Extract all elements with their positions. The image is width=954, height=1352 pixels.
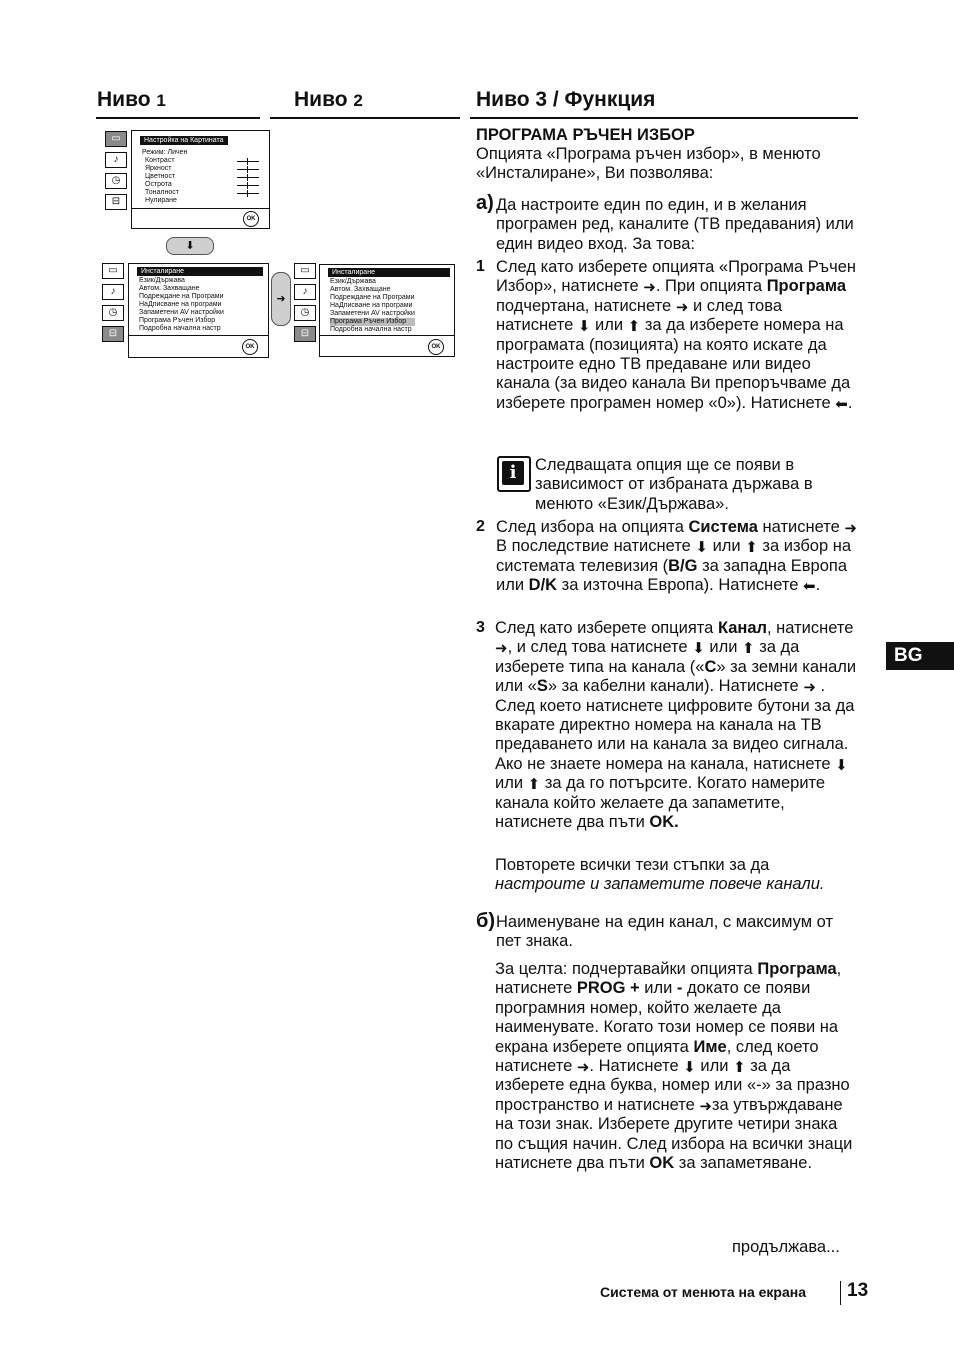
screen3-title: Инсталиране (328, 268, 450, 277)
item-b-letter: б) (476, 910, 496, 932)
up-arrow-icon: ⬆ (527, 776, 541, 794)
screen1-row: Нулиране (145, 197, 177, 204)
level1-number: 1 (156, 91, 166, 110)
step2-part: натиснете (762, 518, 840, 536)
step2-text: След избора на опцията Система натиснете ➜В последствие натиснете ⬇ или ⬆ за избор на системата телевизия (B/G за западна Европа или D/K за източна Европа). Натиснете ⬅. (496, 518, 857, 596)
repeat-note (495, 856, 857, 895)
right-arrow-icon: ➜ (844, 520, 857, 537)
screen1-divider (132, 208, 269, 209)
b2-part: или (644, 979, 673, 998)
step1-part: подчертана, натиснете (496, 296, 672, 315)
color-slider (237, 177, 259, 178)
down-arrow-icon: ⬇ (683, 1059, 696, 1077)
step3-part: » за кабелни канали). Натиснете (547, 677, 799, 696)
step3-part: , натиснете (767, 619, 854, 637)
step2-part: за източна Европа). Натиснете (561, 576, 799, 595)
b2-part: , натиснете (495, 960, 842, 998)
b2-part: за да изберете една буква, номер или «-» за празно пространство и натиснете (495, 1057, 850, 1114)
b2-part: За целта: подчертавайки опцията (495, 960, 753, 978)
toolbox-icon: ⊟ (294, 326, 316, 342)
step3-part: , и след това натиснете (507, 638, 688, 657)
screen1-row: Острота (145, 181, 172, 188)
level2-heading (294, 88, 363, 112)
screen2-divider (129, 335, 268, 336)
screen3-row: Подробна начална настр (330, 326, 412, 333)
step2-part: След избора на опцията (496, 518, 684, 536)
screen2-row: Подробна начална настр (139, 325, 221, 332)
screen2-title: Инсталиране (137, 267, 263, 276)
toolbox-icon: ⊟ (102, 326, 124, 342)
level1-label: Ниво (97, 88, 151, 111)
screen3-row: Подреждане на Програми (330, 294, 415, 301)
right-arrow-icon: ➜ (576, 1059, 590, 1077)
step1-bold: Програма (766, 277, 846, 296)
step1-part: и след това натиснете (496, 296, 782, 335)
menu-icons-1 (105, 131, 129, 215)
step3-part: или (709, 638, 738, 657)
right-arrow-icon: ➜ (699, 1097, 712, 1115)
screen3-row: НаДписване на програми (330, 302, 413, 309)
screen2-row: Подреждане на Програми (139, 293, 224, 300)
ok-button-icon: OK (242, 339, 258, 355)
step3-text (495, 619, 857, 832)
screen1-row: Тоналност (145, 189, 179, 196)
b2-bold: - (676, 979, 683, 998)
b2-part: за запаметяване. (678, 1154, 813, 1173)
down-arrow-icon: ⬇ (692, 640, 705, 658)
screen2-rows (139, 277, 224, 333)
right-arrow-icon: ➜ (643, 279, 656, 297)
header-rule-3 (470, 117, 858, 119)
language-tab: BG (886, 642, 954, 670)
footer-section: Система от менюта на екрана (600, 1284, 807, 1300)
screen1-row: Режим: Личен (142, 149, 188, 156)
level1-heading (97, 88, 166, 112)
step2-bold: B/G (668, 556, 698, 575)
info-icon: i (497, 456, 531, 492)
level2-label: Ниво (294, 88, 348, 111)
header-rule-1 (96, 117, 260, 119)
level3-heading: Ниво 3 / Функция (476, 88, 656, 111)
item-a-letter: а) (476, 192, 494, 214)
page-number: 13 (847, 1280, 869, 1301)
step2-part: за западна Европа или (496, 556, 847, 595)
step1-text: След като изберете опцията «Програма Ръчен Избор», натиснете ➜. При опцията Програма подчертана, натиснете ➜ и след това натиснете ⬇ или ⬆ за да изберете номера на програмата (позицията) на която искате да настроите едно ТВ предаване или видео канала (за видео канала Ви препоръчваме да изберете програмен номер «0»). Натиснете ⬅. (496, 258, 856, 413)
item-a-text: Да настроите един по един, и в желания програмен ред, каналите (ТВ предавания) или един видео вход. За това: (496, 196, 854, 253)
step3-bold: S (536, 677, 548, 696)
item-b-text: Наименуване на един канал, с максимум от пет знака. (496, 913, 834, 951)
b2-part: Натиснете (598, 1057, 679, 1076)
step2-bold: D/K (528, 576, 558, 595)
step1-part: или (595, 316, 624, 335)
hue-slider (237, 193, 259, 194)
b2-bold: OK (649, 1154, 675, 1173)
info-note: Следващата опция ще се появи в зависимост от избраната държава в менюто «Език/Държава». (535, 456, 813, 513)
menu-icons-3 (294, 263, 318, 347)
clock-icon: ◷ (102, 305, 124, 321)
level2-number: 2 (353, 91, 363, 110)
continues-note: продължава... (732, 1238, 840, 1256)
screen3-rows (330, 278, 415, 334)
step2-part: за избор на системата телевизия ( (496, 537, 852, 575)
right-arrow-icon: ➜ (675, 298, 689, 316)
screen3-row: Запаметени AV настройки (330, 310, 415, 317)
screen3-divider (320, 335, 454, 336)
step1-number: 1 (476, 258, 485, 275)
screen1-row: Контраст (145, 157, 175, 164)
screen1-rows (142, 149, 187, 205)
repeat-part: Повторете всички тези стъпки за да (495, 856, 770, 874)
tv-icon: ▭ (294, 263, 316, 279)
b2-part: докато се появи програмния номер, който желаете да наименувате. Когато този номер се появи на екрана изберете опцията (495, 979, 839, 1056)
picture-settings-screen (131, 130, 270, 229)
ok-button-icon: OK (243, 211, 259, 227)
up-arrow-icon: ⬆ (627, 318, 641, 336)
screen2-row: НаДписване на програми (139, 301, 222, 308)
repeat-italic: настроите и запаметите повече канали. (495, 875, 825, 894)
step1-part: за да изберете номера на програмата (позицията) на която искате да настроите едно ТВ предаване или видео канала (за видео канала Ви препоръчваме да изберете програмен номер «0»). Натиснете (496, 316, 851, 412)
screen1-row: Яркност (145, 165, 172, 172)
screen2-row: Език/Държава (139, 277, 185, 284)
header-rule-2 (270, 117, 460, 119)
step3-bold: OK. (649, 813, 679, 832)
left-arrow-icon: ⬅ (835, 395, 848, 413)
step2-part: или (712, 537, 741, 556)
step1-part: . При опцията (655, 277, 763, 296)
step3-part: » за земни канали или « (495, 657, 857, 696)
screen2-row: Запаметени AV настройки (139, 309, 224, 316)
clock-icon: ◷ (105, 173, 127, 189)
up-arrow-icon: ⬆ (733, 1059, 746, 1077)
b2-bold: PROG + (576, 979, 640, 998)
up-arrow-icon: ⬆ (745, 539, 758, 557)
section-heading: ПРОГРАМА РЪЧЕН ИЗБОР (476, 126, 695, 144)
toolbox-icon: ⊟ (105, 194, 127, 210)
tv-icon: ▭ (105, 131, 127, 147)
music-icon: ♪ (105, 152, 127, 168)
b2-bold: Програма (757, 960, 837, 978)
screen3-row: Език/Държава (330, 278, 376, 285)
right-arrow-icon: ➜ (803, 679, 816, 697)
music-icon: ♪ (294, 284, 316, 300)
step3-number: 3 (476, 619, 485, 636)
contrast-slider (237, 161, 259, 162)
installation-screen-level2 (128, 263, 269, 358)
installation-screen-level3 (319, 264, 455, 357)
down-arrow-icon: ⬇ (695, 539, 708, 557)
left-arrow-icon: ⬅ (802, 578, 816, 596)
step3-bold: Канал (717, 619, 768, 637)
down-arrow-icon: ⬇ (835, 756, 848, 774)
b2-part: за утвърждаване на този знак. Изберете другите четири знака по същия начин. След избора на всички знаци натиснете два пъти (495, 1095, 853, 1173)
down-arrow-icon: ⬇ (166, 237, 214, 255)
step2-number: 2 (476, 518, 485, 535)
right-arrow-icon: ➜ (271, 272, 291, 326)
brightness-slider (237, 169, 259, 170)
step1-part: След като изберете опцията «Програма Ръчен Избор», натиснете (496, 258, 856, 296)
step3-bold: C (704, 657, 717, 676)
step3-part: за да го потърсите. Когато намерите канала който желаете да запаметите, натиснете два пъти (495, 774, 826, 832)
step2-part: В последствие натиснете (496, 537, 691, 556)
right-arrow-icon: ➜ (495, 640, 508, 658)
screen1-title: Настройка на Картината (140, 136, 228, 145)
ok-button-icon: OK (428, 339, 444, 355)
b2-part: , след което натиснете (495, 1037, 819, 1076)
footer-separator (840, 1281, 841, 1305)
b2-bold: Име (693, 1037, 727, 1056)
screen3-row-selected: Програма Ръчен Избор (330, 318, 415, 326)
item-b-instructions: За целта: подчертавайки опцията Програма, натиснете PROG + или - докато се появи програмния номер, който желаете да наименувате. Когато този номер се появи на екрана изберете опцията Име, след което натиснете ➜. Натиснете ⬇ или ⬆ за да изберете една буква, номер или «-» за празно пространство и натиснете ➜за утвърждаване на този знак. Изберете другите четири знака по същия начин. След избора на всички знаци натиснете два пъти OK за запаметяване. (495, 960, 853, 1173)
screen3-row: Автом. Захващане (330, 286, 391, 293)
sharpness-slider (237, 185, 259, 186)
step3-part: за да изберете типа на канала (« (495, 638, 800, 676)
b2-part: или (700, 1057, 729, 1076)
intro-paragraph: Опцията «Програма ръчен избор», в менюто «Инсталиране», Ви позволява: (476, 145, 821, 183)
step3-part: . След което натиснете цифровите бутони за да вкарате директно номера на канала на ТВ предаването или на канала за видео сигнала. Ако не знаете номера на канала, натиснете (495, 677, 855, 773)
up-arrow-icon: ⬆ (742, 640, 755, 658)
screen2-row: Програма Ръчен Избор (139, 317, 216, 324)
clock-icon: ◷ (294, 305, 316, 321)
tv-icon: ▭ (102, 263, 124, 279)
step2-bold: Система (688, 518, 758, 536)
music-icon: ♪ (102, 284, 124, 300)
menu-icons-2 (102, 263, 126, 347)
down-arrow-icon: ⬇ (577, 318, 591, 336)
screen2-row: Автом. Захващане (139, 285, 200, 292)
screen1-row: Цветност (145, 173, 176, 180)
step3-part: След като изберете опцията (495, 619, 714, 637)
step3-part: или (495, 774, 524, 793)
